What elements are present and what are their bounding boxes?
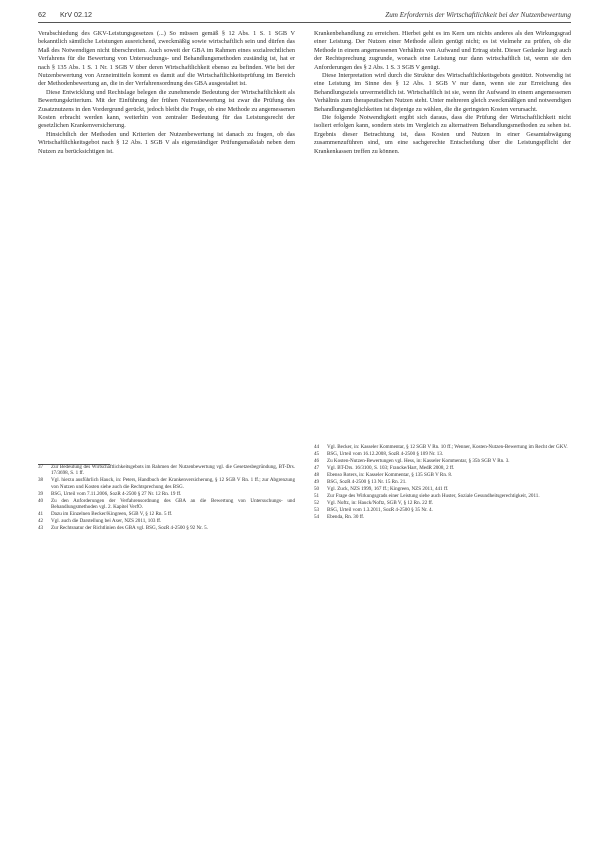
- footnote: [38, 491, 295, 497]
- footnote-number: 46: [314, 458, 320, 464]
- footnote: [38, 477, 295, 490]
- footnote: [314, 493, 571, 499]
- footnote-text: Vgl. hierzu ausführlich Hauck, in: Peters, Handbuch der Krankenversicherung, § 12 SGB V Rn. 1 ff.; zur Abgrenzung von Nutzen und Kosten siehe auch die Rechtsprechung des BSG.: [51, 477, 295, 490]
- footnote: [38, 498, 295, 511]
- footnote-number: 47: [314, 465, 320, 471]
- body-column-left: [38, 30, 295, 440]
- footnote-number: 54: [314, 514, 320, 520]
- footnotes-left: [38, 464, 295, 834]
- paragraph: Diese Entwicklung und Rechtslage belegen die zunehmende Bedeutung der Wirtschaftlichkeit als Bewertungskriterium. Mit der Einführung der frühen Nutzenbewertung ist zwar die Prüfung des Zusatznutzens in den Vordergrund gerückt, jedoch bleibt die Frage, ob eine Methode zu angemessenen Kosten erbracht werden kann, weiterhin von zentraler Bedeutung für das Leistungsrecht der gesetzlichen Krankenversicherung.: [38, 88, 295, 130]
- footnote-text: Ebenda, Rn. 30 ff.: [327, 514, 365, 520]
- footnote-number: 38: [38, 477, 44, 484]
- footnote-text: Vgl. Noftz, in: Hauck/Noftz, SGB V, § 12 Rn. 22 ff.: [327, 500, 434, 506]
- footnote-text: Vgl. Becker, in: Kasseler Kommentar, § 12 SGB V Rn. 10 ff.; Wenner, Kosten-Nutzen-Bewertung im Recht der GKV.: [327, 444, 568, 450]
- footnote-text: BSG, Urteil vom 1.3.2011, SozR 4-2500 § 35 Nr. 4.: [327, 507, 433, 513]
- paragraph: Hinsichtlich der Methoden und Kriterien der Nutzenbewertung ist danach zu fragen, ob das Wirtschaftlichkeitsgebot nach § 12 Abs. 1 SGB V als eigenständiger Prüfungsmaßstab neben dem Nutzen zu berücksichtigen ist.: [38, 130, 295, 155]
- footnote-text: Zur Rechtsnatur der Richtlinien des GBA vgl. BSG, SozR 4-2500 § 92 Nr. 5.: [51, 525, 208, 532]
- footnote-number: 50: [314, 486, 320, 492]
- footnote: [314, 500, 571, 506]
- footnote-number: 44: [314, 444, 320, 450]
- footnote-text: Ebenso Roters, in: Kasseler Kommentar, § 135 SGB V Rn. 8.: [327, 472, 453, 478]
- footnote-number: 48: [314, 472, 320, 478]
- footnote-text: Zur Frage des Wirkungsgrads einer Leistung siehe auch Huster, Soziale Gesundheitsgerechtigkeit, 2011.: [327, 493, 540, 499]
- footnote: [38, 511, 295, 517]
- paragraph: Verabschiedung des GKV-Leistungsgesetzes (...) So müssen gemäß § 12 Abs. 1 S. 1 SGB V bekanntlich sämtliche Leistungen ausreichend, zweckmäßig sowie wirtschaftlich sein und dürfen das Maß des Notwendigen nicht überschreiten. Auch soweit der GBA im Rahmen eines sozialrechtlichen Verfahrens für die Bewertung von Untersuchungs- und Behandlungsmethoden zuständig ist, hat er nach § 135 Abs. 1 S. 1 Nr. 1 SGB V über deren Wirtschaftlichkeit ebenso zu befinden. Wie bei der Nutzenbewertung von Arzneimitteln kommt es damit auf die Wirtschaftlichkeitsprüfung im Bereich der Methodenbewertung an, die in der Verfahrensordnung des GBA ausgestaltet ist.: [38, 30, 295, 88]
- footnote-number: 43: [38, 525, 44, 532]
- footnote-number: 37: [38, 464, 44, 470]
- footnote-number: 52: [314, 500, 320, 506]
- footnote-text: Zur Bedeutung des Wirtschaftlichkeitsgebots im Rahmen der Nutzenbewertung vgl. die Gesetzesbegründung, BT-Drs. 17/3698, S. 1 ff.: [51, 464, 295, 477]
- journal-name: KrV 02.12: [60, 10, 92, 19]
- footnote-number: 39: [38, 490, 44, 497]
- footnote-number: 45: [314, 451, 320, 457]
- footnote: [38, 518, 295, 524]
- footnote-number: 42: [38, 518, 44, 525]
- footnote: [314, 479, 571, 485]
- footnote-number: 51: [314, 493, 320, 499]
- page-number: 62: [38, 10, 46, 19]
- footnote-text: BSG, SozR 4-2500 § 13 Nr. 15 Rn. 21.: [327, 479, 407, 485]
- footnote-text: Zu Kosten-Nutzen-Bewertungen vgl. Hess, in: Kasseler Kommentar, § 35b SGB V Rn. 3.: [327, 458, 510, 464]
- footnote: [314, 486, 571, 492]
- footnote: [314, 458, 571, 464]
- footnote-text: Vgl. BT-Drs. 16/3100, S. 103; Francke/Hart, MedR 2008, 2 ff.: [327, 465, 455, 471]
- footnote-number: 53: [314, 507, 320, 513]
- footnote-number: 40: [38, 497, 44, 504]
- footnote: [314, 514, 571, 520]
- paragraph: Krankenbehandlung zu erreichen. Hierbei geht es im Kern um nichts anderes als den Wirkungsgrad einer Leistung. Der Nutzen einer Methode allein genügt nicht; es ist vielmehr zu prüfen, ob die Methode in einem angemessenen Verhältnis von Aufwand und Ertrag steht. Dieser Gedanke liegt auch der Rechtsprechung zugrunde, wonach eine Leistung nur dann wirtschaftlich ist, wenn sie den Anforderungen des § 2 Abs. 1 S. 3 SGB V genügt.: [314, 30, 571, 71]
- footnote: [314, 451, 571, 457]
- page-header: [38, 8, 571, 22]
- footnote: [314, 444, 571, 450]
- footnote: [38, 525, 295, 531]
- footnote: [38, 464, 295, 477]
- footnote-text: BSG, Urteil vom 16.12.2008, SozR 4-2500 § 109 Nr. 13.: [327, 451, 444, 457]
- footnote-text: Zu den Anforderungen der Verfahrensordnung des GBA an die Bewertung von Untersuchungs- und Behandlungsmethoden vgl. 2. Kapitel VerfO.: [51, 497, 295, 511]
- body-column-right: [314, 30, 571, 440]
- footnote-text: Vgl. auch die Darstellung bei Axer, NZS 2011, 103 ff.: [51, 518, 162, 525]
- footnote-number: 49: [314, 479, 320, 485]
- footnotes-right: [314, 444, 571, 814]
- paragraph: Diese Interpretation wird durch die Struktur des Wirtschaftlichkeitsgebots gestützt. Notwendig ist eine Leistung im Sinne des § 12 Abs. 1 SGB V nur dann, wenn sie zur Erreichung des Behandlungsziels unvermeidlich ist. Wirtschaftlich ist sie, wenn ihr Aufwand in einem angemessenen Verhältnis zum therapeutischen Nutzen steht. Unter mehreren gleich zweckmäßigen und notwendigen Behandlungsmöglichkeiten ist diejenige zu wählen, die die geringsten Kosten verursacht.: [314, 72, 571, 113]
- footnote-number: 41: [38, 511, 44, 518]
- footnote-text: BSG, Urteil vom 7.11.2006, SozR 4-2500 § 27 Nr. 12 Rn. 19 ff.: [51, 490, 182, 497]
- running-title: Zum Erfordernis der Wirtschaftlichkeit bei der Nutzenbewertung: [385, 11, 571, 19]
- footnote: [314, 507, 571, 513]
- header-rule: [38, 22, 571, 23]
- footnote: [314, 472, 571, 478]
- paragraph: Die folgende Notwendigkeit ergibt sich daraus, dass die Prüfung der Wirtschaftlichkeit nicht isoliert erfolgen kann, sondern stets im Vergleich zu alternativen Behandlungsmethoden zu sehen ist. Ergebnis dieser Betrachtung ist, dass Kosten und Nutzen in einer Gesamtabwägung zusammenzuführen sind, um eine sachgerechte Entscheidung über die Leistungspflicht der Krankenkassen treffen zu können.: [314, 114, 571, 155]
- footnote: [314, 465, 571, 471]
- footnote-text: Dazu im Einzelnen Becker/Kingreen, SGB V, § 12 Rn. 5 ff.: [51, 511, 173, 518]
- footnote-text: Vgl. Zuck, NZS 1999, 167 ff.; Kingreen, NZS 2011, 441 ff.: [327, 486, 449, 492]
